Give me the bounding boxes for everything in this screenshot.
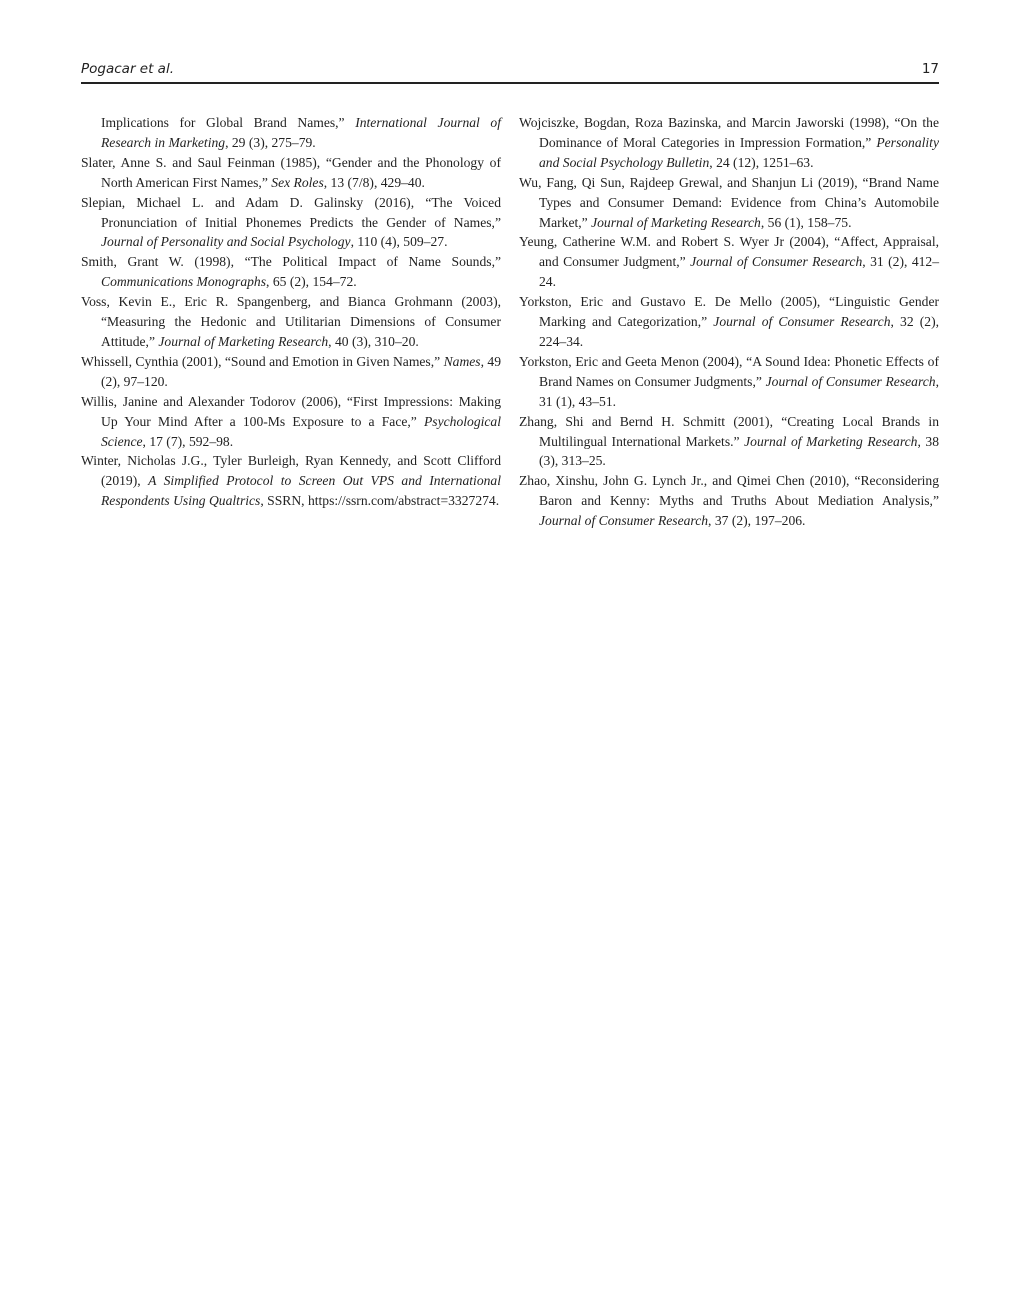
journal-title: Journal of Marketing Research [158, 333, 329, 349]
book-title: A Simplified Protocol to Screen Out VPS and International Respondents Using Qualtrics [101, 473, 501, 509]
reference-entry: Whissell, Cynthia (2001), “Sound and Emotion in Given Names,” Names, 49 (2), 97–120. [81, 353, 501, 389]
journal-title: Communications Monographs [101, 274, 267, 290]
journal-title: International Journal of Research in Marketing [101, 115, 501, 150]
journal-title: Psychological Science [101, 413, 501, 449]
reference-entry: Yeung, Catherine W.M. and Robert S. Wyer Jr (2004), “Affect, Appraisal, and Consumer Judgment,” Journal of Consumer Research, 31 (2), 412–24. [519, 234, 940, 290]
journal-title: Journal of Marketing Research [591, 214, 761, 230]
running-header-author: Pogacar et al. [81, 61, 174, 77]
journal-title: Names [443, 353, 481, 369]
references-left-column [81, 113, 501, 511]
reference-entry: Smith, Grant W. (1998), “The Political Impact of Name Sounds,” Communications Monographs, 65 (2), 154–72. [81, 254, 501, 290]
journal-title: Journal of Personality and Social Psychology [101, 234, 351, 250]
reference-entry: Yorkston, Eric and Gustavo E. De Mello (2005), “Linguistic Gender Marking and Categorization,” Journal of Consumer Research, 32 (2), 224–34. [519, 294, 939, 349]
journal-title: Journal of Consumer Research [713, 314, 891, 330]
references-right-column [519, 113, 939, 531]
running-header [81, 58, 939, 84]
journal-title: Journal of Consumer Research [539, 513, 709, 529]
journal-title: Sex Roles [271, 174, 324, 190]
reference-entry: Voss, Kevin E., Eric R. Spangenberg, and Bianca Grohmann (2003), “Measuring the Hedonic and Utilitarian Dimensions of Consumer Attitude,” Journal of Marketing Research, 40 (3), 310–20. [81, 294, 501, 349]
reference-entry: Yorkston, Eric and Geeta Menon (2004), “A Sound Idea: Phonetic Effects of Brand Names on Consumer Judgments,” Journal of Consumer Research, 31 (1), 43–51. [519, 353, 939, 409]
reference-entry: Zhao, Xinshu, John G. Lynch Jr., and Qimei Chen (2010), “Reconsidering Baron and Kenny: Myths and Truths About Mediation Analysis,” Journal of Consumer Research, 37 (2), 197–206. [519, 473, 939, 529]
journal-title: Journal of Consumer Research [765, 373, 936, 389]
reference-entry: Slater, Anne S. and Saul Feinman (1985), “Gender and the Phonology of North American First Names,” Sex Roles, 13 (7/8), 429–40. [81, 154, 501, 190]
reference-entry: Wojciszke, Bogdan, Roza Bazinska, and Marcin Jaworski (1998), “On the Dominance of Moral Categories in Impression Formation,” Personality and Social Psychology Bulletin, 24 (12), 1251–63. [519, 115, 939, 170]
reference-entry: Winter, Nicholas J.G., Tyler Burleigh, Ryan Kennedy, and Scott Clifford (2019), A Simplified Protocol to Screen Out VPS and International Respondents Using Qualtrics, SSRN, https://ssrn.com/abstract=3327274. [81, 453, 501, 509]
page-number: 17 [921, 61, 939, 77]
journal-title: Journal of Marketing Research [744, 433, 918, 449]
reference-entry: Implications for Global Brand Names,” International Journal of Research in Marketing, 29 (3), 275–79. [101, 115, 501, 150]
journal-title: Personality and Social Psychology Bulletin [539, 134, 939, 170]
reference-entry: Zhang, Shi and Bernd H. Schmitt (2001), “Creating Local Brands in Multilingual International Markets.” Journal of Marketing Research, 38 (3), 313–25. [519, 413, 940, 469]
reference-entry: Slepian, Michael L. and Adam D. Galinsky (2016), “The Voiced Pronunciation of Initial Phonemes Predicts the Gender of Names,” Journal of Personality and Social Psychology, 110 (4), 509–27. [81, 194, 501, 250]
reference-entry: Wu, Fang, Qi Sun, Rajdeep Grewal, and Shanjun Li (2019), “Brand Name Types and Consumer Demand: Evidence from China’s Automobile Market,” Journal of Marketing Research, 56 (1), 158–75. [519, 174, 939, 230]
reference-entry: Willis, Janine and Alexander Todorov (2006), “First Impressions: Making Up Your Mind After a 100-Ms Exposure to a Face,” Psychological Science, 17 (7), 592–98. [81, 393, 501, 449]
journal-title: Journal of Consumer Research [690, 254, 863, 270]
